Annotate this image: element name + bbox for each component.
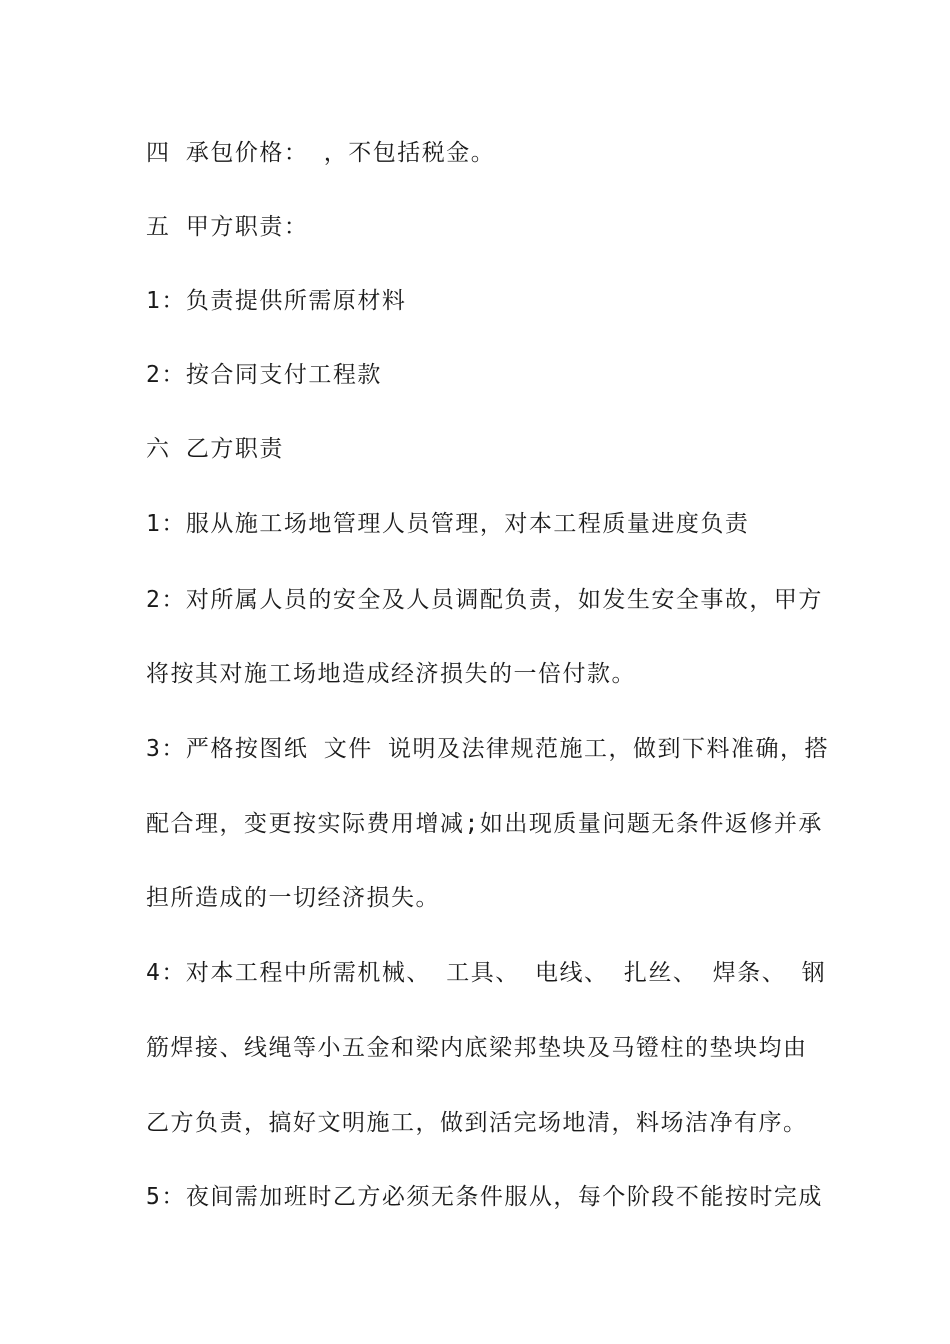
party-b-duty-3-line-3: 担所造成的一切经济损失。 bbox=[146, 885, 440, 911]
party-b-duty-2-line-1: 2：对所属人员的安全及人员调配负责，如发生安全事故，甲方 bbox=[146, 587, 823, 613]
party-b-duty-2-line-2: 将按其对施工场地造成经济损失的一倍付款。 bbox=[146, 661, 636, 687]
party-b-duty-4-line-3: 乙方负责，搞好文明施工，做到活完场地清，料场洁净有序。 bbox=[146, 1110, 808, 1136]
party-b-duty-3-line-1: 3：严格按图纸 文件 说明及法律规范施工，做到下料准确，搭 bbox=[146, 736, 830, 762]
party-a-duty-2: 2：按合同支付工程款 bbox=[146, 362, 382, 388]
party-b-duty-1: 1：服从施工场地管理人员管理，对本工程质量进度负责 bbox=[146, 511, 750, 537]
section-5-heading: 五 甲方职责： bbox=[146, 214, 309, 240]
party-b-duty-4-line-1: 4：对本工程中所需机械、 工具、 电线、 扎丝、 焊条、 钢 bbox=[146, 960, 827, 986]
section-4-price: 四 承包价格： ，不包括税金。 bbox=[146, 140, 496, 166]
party-b-duty-3-line-2: 配合理，变更按实际费用增减;如出现质量问题无条件返修并承 bbox=[146, 811, 823, 837]
section-6-heading: 六 乙方职责 bbox=[146, 436, 284, 462]
party-a-duty-1: 1：负责提供所需原材料 bbox=[146, 288, 407, 314]
party-b-duty-5-line-1: 5：夜间需加班时乙方必须无条件服从，每个阶段不能按时完成 bbox=[146, 1184, 823, 1210]
party-b-duty-4-line-2: 筋焊接、线绳等小五金和梁内底梁邦垫块及马镫柱的垫块均由 bbox=[146, 1035, 808, 1061]
